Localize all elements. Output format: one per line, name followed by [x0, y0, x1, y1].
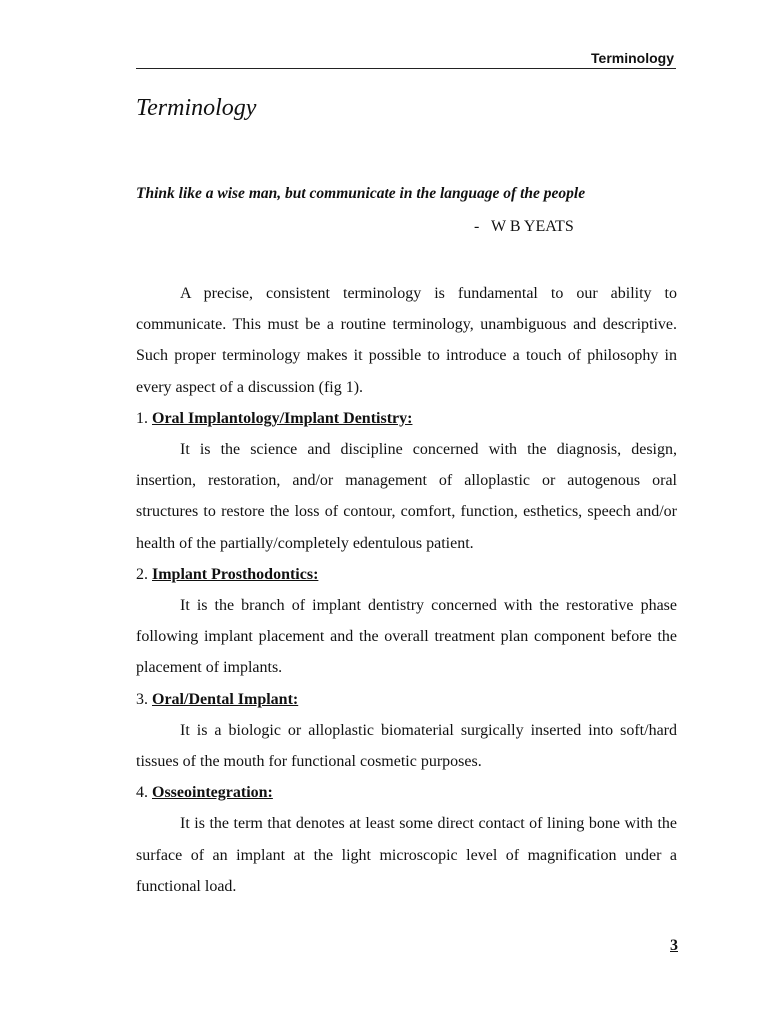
epigraph-quote: Think like a wise man, but communicate in the language of the people	[136, 185, 586, 202]
term-number: 4.	[136, 784, 152, 802]
intro-paragraph: A precise, consistent terminology is fundamental to our ability to communicate. This must be a routine terminology, unambiguous and descriptive. Such proper terminology makes it possible to introduce a touch of philosophy in every aspect of a discussion (fig 1).	[136, 285, 677, 396]
term-title: Osseointegration:	[152, 784, 273, 802]
term-heading-4	[136, 777, 677, 808]
term-number: 1.	[136, 409, 152, 427]
term-definition-1: It is the science and discipline concerned with the diagnosis, design, insertion, restoration, and/or management of alloplastic or autogenous oral structures to restore the loss of contour, comfort, function, esthetics, speech and/or health of the partially/completely edentulous patient.	[136, 441, 677, 552]
term-title: Oral Implantology/Implant Dentistry:	[152, 409, 413, 427]
term-definition-4: It is the term that denotes at least some direct contact of lining bone with the surface of an implant at the light microscopic level of magnification under a functional load.	[136, 815, 677, 895]
epigraph-attribution: - W B YEATS	[474, 218, 574, 235]
running-header-title: Terminology	[591, 50, 674, 66]
term-heading-3	[136, 684, 677, 715]
term-definition-3: It is a biologic or alloplastic biomaterial surgically inserted into soft/hard tissues of the mouth for functional cosmetic purposes.	[136, 721, 677, 771]
body-text	[136, 278, 677, 902]
term-heading-1	[136, 403, 677, 434]
term-number: 3.	[136, 690, 152, 708]
term-definition-2: It is the branch of implant dentistry concerned with the restorative phase following implant placement and the overall treatment plan component before the placement of implants.	[136, 597, 677, 677]
term-heading-2	[136, 559, 677, 590]
page-number: 3	[670, 937, 678, 954]
chapter-title: Terminology	[136, 95, 257, 121]
term-title: Oral/Dental Implant:	[152, 690, 299, 708]
term-number: 2.	[136, 565, 152, 583]
term-title: Implant Prosthodontics:	[152, 565, 319, 583]
running-header	[136, 50, 676, 69]
